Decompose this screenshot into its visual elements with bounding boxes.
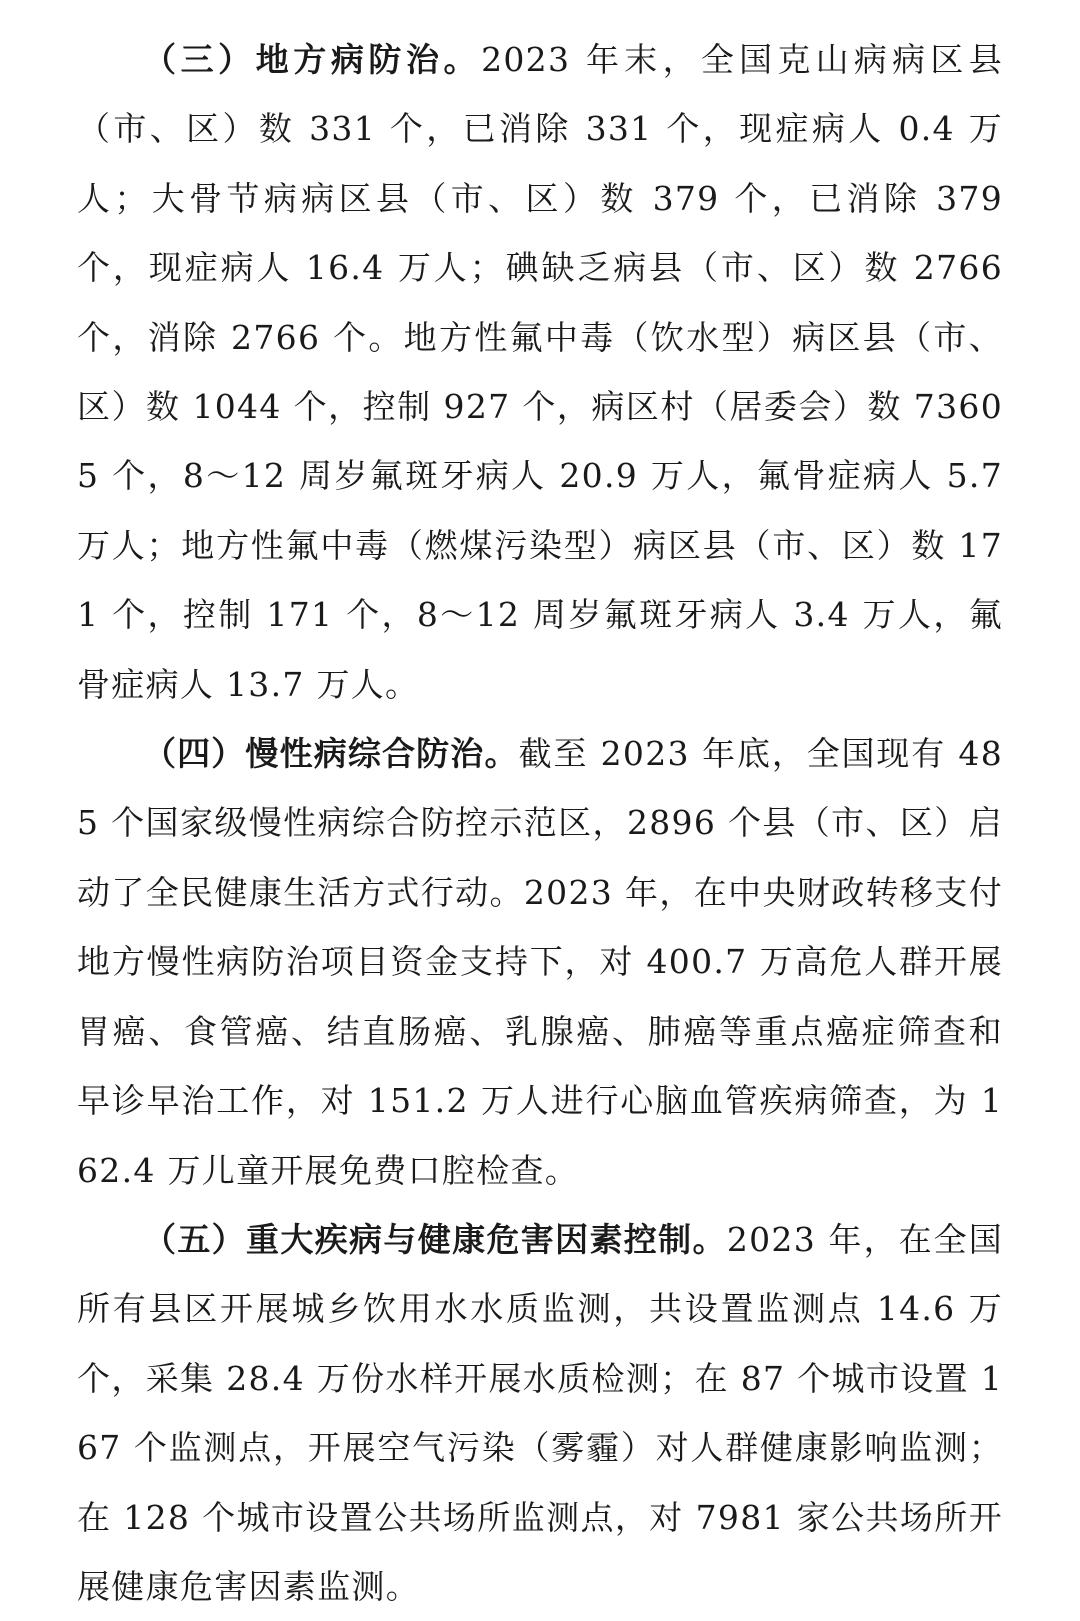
section-heading: （四）慢性病综合防治。 bbox=[143, 734, 519, 774]
section-major-disease-control bbox=[77, 1205, 1003, 1621]
section-local-disease bbox=[77, 25, 1003, 719]
section-heading: （五）重大疾病与健康危害因素控制。 bbox=[143, 1219, 727, 1259]
section-chronic-disease bbox=[77, 719, 1003, 1205]
document-page bbox=[77, 25, 1003, 1621]
section-body: 截至 2023 年底，全国现有 485 个国家级慢性病综合防控示范区，2896 个县（市、区）启动了全民健康生活方式行动。2023 年，在中央财政转移支付地方慢性病防治项目资金支持下，对 400.7 万高危人群开展胃癌、食管癌、结直肠癌、乳腺癌、肺癌等重点癌症筛查和早诊早治工作，对 151.2 万人进行心脑血管疾病筛查，为 162.4 万儿童开展免费口腔检查。 bbox=[77, 734, 1003, 1190]
section-body: 2023 年末，全国克山病病区县（市、区）数 331 个，已消除 331 个，现症病人 0.4 万人；大骨节病病区县（市、区）数 379 个，已消除 379 个，现症病人 16.4 万人；碘缺乏病县（市、区）数 2766 个，消除 2766 个。地方性氟中毒（饮水型）病区县（市、区）数 1044 个，控制 927 个，病区村（居委会）数 73605 个，8～12 周岁氟斑牙病人 20.9 万人，氟骨症病人 5.7 万人；地方性氟中毒（燃煤污染型）病区县（市、区）数 171 个，控制 171 个，8～12 周岁氟斑牙病人 3.4 万人，氟骨症病人 13.7 万人。 bbox=[77, 40, 1003, 704]
section-body: 2023 年，在全国所有县区开展城乡饮用水水质监测，共设置监测点 14.6 万个，采集 28.4 万份水样开展水质检测；在 87 个城市设置 167 个监测点，开展空气污染（雾霾）对人群健康影响监测；在 128 个城市设置公共场所监测点，对 7981 家公共场所开展健康危害因素监测。 bbox=[77, 1219, 1003, 1606]
section-heading: （三）地方病防治。 bbox=[143, 40, 482, 79]
